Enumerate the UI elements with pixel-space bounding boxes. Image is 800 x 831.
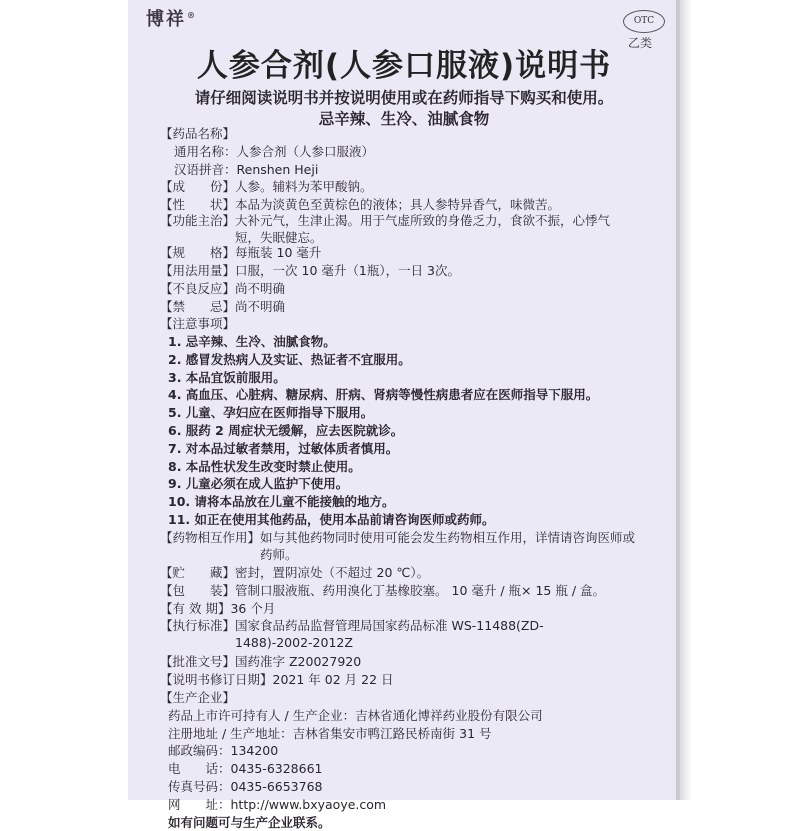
precaution-item: 8. 本品性状发生改变时禁止使用。 [168,459,361,474]
precaution-item: 9. 儿童必须在成人监护下使用。 [168,476,349,491]
field-specification: 【规 格】 每瓶装 10 毫升 [160,245,322,260]
field-contraindications: 【禁 忌】 尚不明确 [160,299,286,314]
company-fax: 传真号码：0435-6653768 [168,779,323,794]
diet-warning: 忌辛辣、生冷、油腻食物 [318,110,490,128]
field-description: 【性 状】 本品为淡黄色至黄棕色的液体；具人参特异香气，味微苦。 [160,197,561,212]
precaution-item: 7. 对本品过敏者禁用，过敏体质者慎用。 [168,441,399,456]
precaution-item: 1. 忌辛辣、生冷、油腻食物。 [168,334,336,349]
otc-badge: OTC [623,10,665,33]
precaution-item: 2. 感冒发热病人及实证、热证者不宜服用。 [168,352,411,367]
brand-logo: 博祥® [146,9,197,30]
precaution-item: 5. 儿童、孕妇应在医师指导下服用。 [168,405,374,420]
leaflet-sheet [128,0,680,830]
field-validity: 【有 效 期】 36 个月 [160,601,276,616]
document-title: 人参合剂(人参口服液)说明书 [196,48,612,84]
reading-notice: 请仔细阅读说明书并按说明使用或在药师指导下购买和使用。 [194,89,614,107]
field-standard: 【执行标准】 国家食品药品监督管理局国家药品标准 WS-11488(ZD-1488)-2002-2012Z [160,618,544,650]
company-phone: 电 话：0435-6328661 [168,761,323,776]
field-adverse-reactions: 【不良反应】 尚不明确 [160,281,286,296]
precaution-item: 4. 高血压、心脏病、糖尿病、肝病、肾病等慢性病患者应在医师指导下服用。 [168,387,599,402]
precaution-item: 6. 服药 2 周症状无缓解，应去医院就诊。 [168,423,404,438]
field-dosage: 【用法用量】 口服，一次 10 毫升（1瓶），一日 3次。 [160,263,460,278]
generic-name: 通用名称：人参合剂（人参口服液） [174,144,375,159]
section-precautions: 【注意事项】 [160,316,236,331]
company-postal-code: 邮政编码：134200 [168,743,279,758]
company-website[interactable]: 网 址：http://www.bxyaoye.com [168,797,387,812]
field-revision-date: 【说明书修订日期】 2021 年 02 月 22 日 [160,672,394,687]
company-address: 注册地址 / 生产地址：吉林省集安市鸭江路民桥南街 31 号 [168,726,492,741]
pinyin-name: 汉语拼音：Renshen Heji [174,162,319,177]
precaution-item: 10. 请将本品放在儿童不能接触的地方。 [168,494,395,509]
field-interactions: 【药物相互作用】 如与其他药物同时使用可能会发生药物相互作用，详情请咨询医师或药师。 [160,530,636,562]
field-approval: 【批准文号】 国药准字 Z20027920 [160,654,362,669]
field-packaging: 【包 装】 管制口服液瓶、药用溴化丁基橡胶塞。 10 毫升 / 瓶× 15 瓶 / 盒。 [160,583,606,598]
precaution-item: 11. 如正在使用其他药品，使用本品前请咨询医师或药师。 [168,512,495,527]
field-storage: 【贮 藏】 密封，置阴凉处（不超过 20 ℃）。 [160,565,430,580]
field-indications: 【功能主治】 大补元气，生津止渴。用于气虚所致的身倦乏力，食欲不振，心悸气短，失眠健忘。 [160,213,611,245]
sheet-edge-shadow [676,0,692,800]
company-holder: 药品上市许可持有人 / 生产企业：吉林省通化博祥药业股份有限公司 [168,708,543,723]
section-drug-name: 【药品名称】 [160,126,236,141]
contact-footer: 如有问题可与生产企业联系。 [168,815,331,830]
field-ingredients: 【成 份】 人参。辅料为苯甲酸钠。 [160,179,373,194]
otc-class-label: 乙类 [628,36,653,50]
section-manufacturer: 【生产企业】 [160,690,236,705]
precaution-item: 3. 本品宜饭前服用。 [168,370,286,385]
